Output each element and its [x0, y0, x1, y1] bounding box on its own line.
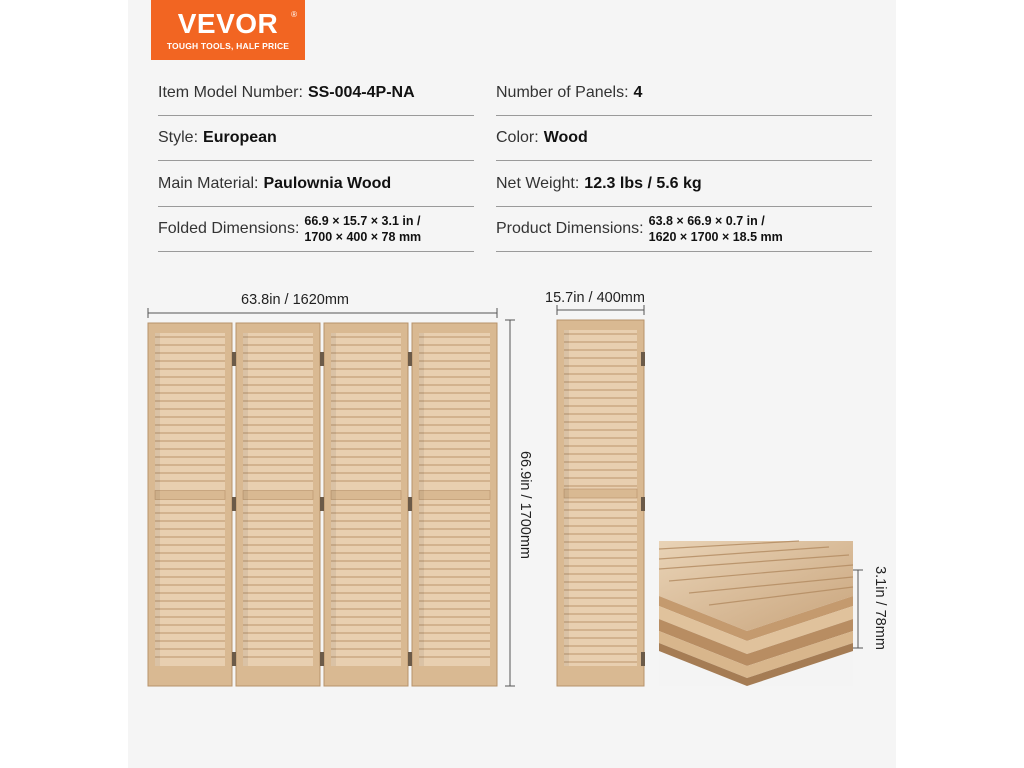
spec-value-line-1: 63.8 × 66.9 × 0.7 in / — [648, 213, 765, 228]
hinge-icon — [320, 497, 324, 511]
spec-label: Folded Dimensions: — [158, 219, 300, 237]
spec-value: European — [203, 128, 277, 146]
single-panel-side-view — [557, 320, 644, 686]
spec-value: SS-004-4P-NA — [307, 83, 415, 101]
hinge-icon — [320, 652, 324, 666]
logo-tagline: TOUGH TOOLS, HALF PRICE — [166, 41, 290, 51]
screen-panel-1 — [148, 323, 232, 686]
spec-value: Wood — [543, 128, 588, 146]
spec-label: Color: — [496, 128, 539, 146]
hinge-icon — [232, 352, 236, 366]
spec-label: Product Dimensions: — [496, 219, 644, 237]
logo-name: VEVOR — [177, 8, 279, 39]
spec-value: 4 — [633, 83, 643, 101]
spec-value-line-2: 1620 × 1700 × 18.5 mm — [648, 229, 783, 244]
registered-mark: ® — [291, 10, 297, 19]
screen-panel-2 — [236, 323, 320, 686]
hinge-icon — [232, 497, 236, 511]
spec-label: Item Model Number: — [158, 83, 303, 101]
full-width-dimension-label: 63.8in / 1620mm — [241, 292, 350, 308]
spec-label: Style: — [158, 128, 199, 146]
hinge-icon — [408, 652, 412, 666]
spec-label: Main Material: — [158, 174, 259, 192]
spec-value: Paulownia Wood — [263, 174, 392, 192]
hinge-icon — [232, 652, 236, 666]
hinge-icon — [641, 652, 645, 666]
hinge-icon — [408, 497, 412, 511]
hinge-icon — [641, 497, 645, 511]
hinge-icon — [408, 352, 412, 366]
panel-width-dimension-label: 15.7in / 400mm — [545, 290, 645, 306]
spec-label: Number of Panels: — [496, 83, 629, 101]
thickness-dimension-label: 3.1in / 78mm — [872, 566, 888, 650]
spec-value-line-2: 1700 × 400 × 78 mm — [304, 229, 422, 244]
height-dimension-label: 66.9in / 1700mm — [517, 450, 533, 559]
spec-value: 12.3 lbs / 5.6 kg — [584, 174, 702, 192]
spec-label: Net Weight: — [496, 174, 580, 192]
screen-panel-3 — [324, 323, 408, 686]
folded-panels-closeup-photo — [659, 541, 853, 686]
hinge-icon — [641, 352, 645, 366]
screen-panel-4 — [412, 323, 497, 686]
spec-value-line-1: 66.9 × 15.7 × 3.1 in / — [304, 213, 421, 228]
hinge-icon — [320, 352, 324, 366]
